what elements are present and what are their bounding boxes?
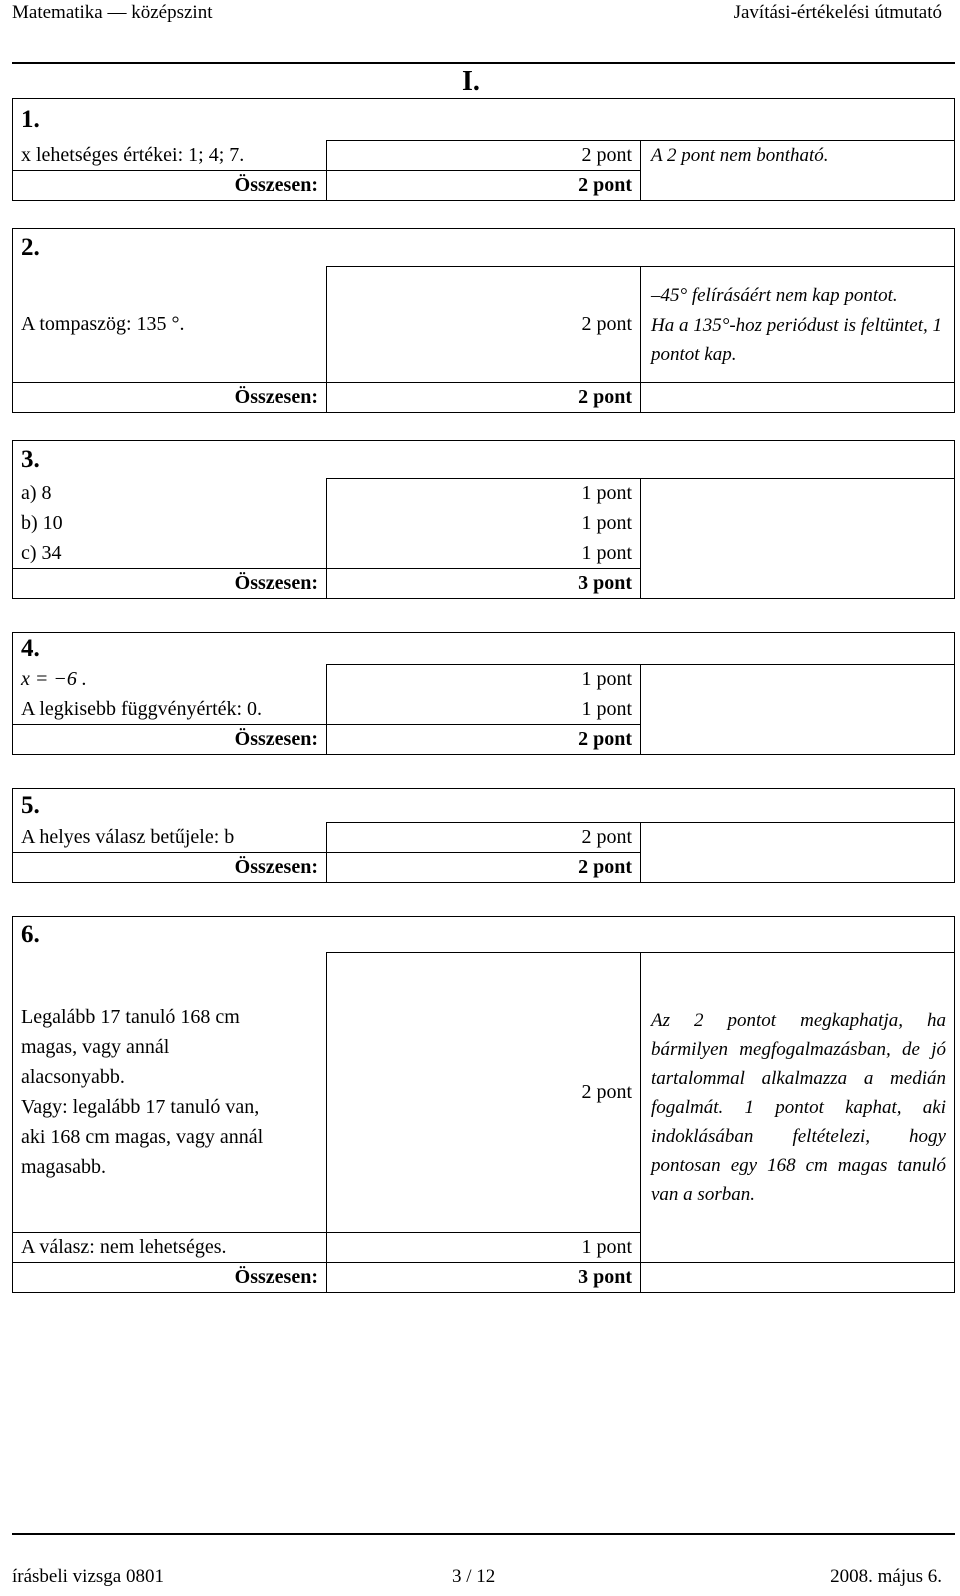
header-rule	[12, 62, 955, 64]
question-3-table	[12, 440, 955, 599]
grading-note: Az 2 pontot megkaphatja, ha bármilyen megfogalmazásban, de jó tartalommal alkalmazza a medián fogalmát. 1 pontot kaphat, aki indoklásában feltételezi, hogy pontosan egy 168 cm magas tanuló van a sorban.	[641, 953, 955, 1263]
total-label: Összesen:	[234, 174, 318, 196]
answer-c: c) 34	[21, 541, 62, 564]
total-label: Összesen:	[234, 386, 318, 408]
question-number: 3.	[21, 445, 40, 473]
question-4-table	[12, 632, 955, 755]
question-number: 5.	[21, 791, 40, 819]
points: 1 pont	[327, 539, 641, 569]
total-label: Összesen:	[234, 728, 318, 750]
footer-exam-code: írásbeli vizsga 0801	[12, 1566, 164, 1587]
section-title: I.	[462, 66, 480, 97]
points: 1 pont	[327, 479, 641, 509]
question-1-table	[12, 98, 955, 201]
question-number: 4.	[21, 634, 40, 662]
points: 2 pont	[327, 953, 641, 1233]
answer-a: a) 8	[21, 482, 52, 504]
answer-text: x lehetséges értékei: 1; 4; 7.	[21, 143, 245, 166]
points: 2 pont	[327, 141, 641, 171]
points: 2 pont	[327, 823, 641, 853]
total-points: 3 pont	[327, 1263, 641, 1293]
answer-statement-alt: Vagy: legalább 17 tanuló van, aki 168 cm magas, vagy annál magasabb.	[21, 1096, 264, 1179]
header-subject: Matematika — középszint	[12, 2, 213, 23]
answer-conclusion: A válasz: nem lehetséges.	[21, 1236, 227, 1258]
answer-equation: x = −6 .	[21, 668, 87, 690]
question-6-table	[12, 916, 955, 1293]
points: 1 pont	[327, 665, 641, 695]
footer-date: 2008. május 6.	[830, 1566, 942, 1587]
total-label: Összesen:	[234, 856, 318, 878]
header-guide-title: Javítási-értékelési útmutató	[733, 2, 942, 23]
footer-page-number: 3 / 12	[452, 1566, 496, 1587]
total-points: 2 pont	[327, 171, 641, 201]
answer-text: A tompaszög: 135 °.	[21, 312, 185, 335]
grading-note: Ha a 135°-hoz periódust is feltüntet, 1 pontot kap.	[651, 314, 943, 365]
answer-b: b) 10	[21, 512, 63, 534]
question-5-table	[12, 788, 955, 883]
total-points: 2 pont	[327, 725, 641, 755]
total-points: 2 pont	[327, 853, 641, 883]
total-label: Összesen:	[234, 572, 318, 594]
answer-statement: Legalább 17 tanuló 168 cm magas, vagy annál alacsonyabb.	[21, 1006, 240, 1089]
footer-rule	[12, 1533, 955, 1535]
grading-note: A 2 pont nem bontható.	[641, 141, 955, 201]
question-number: 6.	[21, 920, 40, 948]
points: 1 pont	[327, 509, 641, 539]
question-number: 1.	[21, 105, 40, 133]
grading-note: –45° felírásáért nem kap pontot.	[651, 284, 898, 306]
total-points: 2 pont	[327, 383, 641, 413]
answer-text: A legkisebb függvényérték: 0.	[21, 697, 263, 720]
points: 1 pont	[327, 695, 641, 725]
total-label: Összesen:	[234, 1266, 318, 1288]
points: 2 pont	[327, 267, 641, 383]
points: 1 pont	[327, 1233, 641, 1263]
total-points: 3 pont	[327, 569, 641, 599]
question-2-table	[12, 228, 955, 413]
question-number: 2.	[21, 233, 40, 261]
answer-text: A helyes válasz betűjele: b	[21, 825, 235, 848]
